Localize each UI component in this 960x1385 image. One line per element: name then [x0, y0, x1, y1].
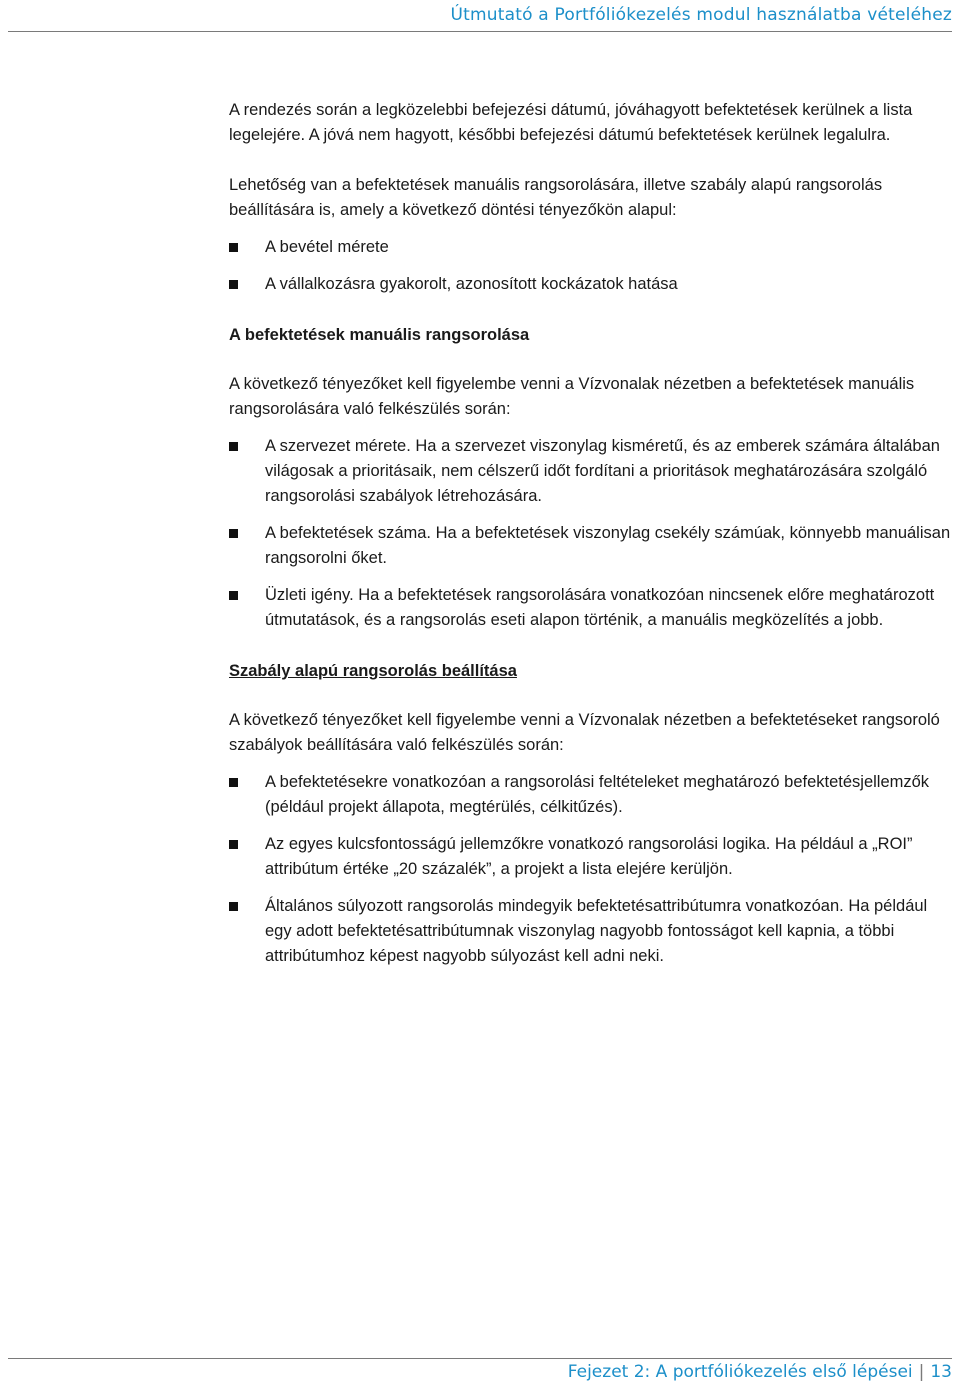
list-item: A vállalkozásra gyakorolt, azonosított kockázatok hatása: [229, 272, 951, 297]
manual-factor-list: [229, 434, 951, 633]
chapter-title: Fejezet 2: A portfóliókezelés első lépései: [567, 1362, 913, 1382]
list-item: A befektetésekre vonatkozóan a rangsorolási feltételeket meghatározó befektetésjellemzők (például projekt állapota, megtérülés, célkitűzés).: [229, 770, 951, 820]
page-footer: [0, 1350, 960, 1385]
list-item: A szervezet mérete. Ha a szervezet viszonylag kisméretű, és az emberek számára általában világosak a prioritásaik, nem célszerű időt fordítani a prioritások meghatározására szolgáló rangsorolási szabályok létrehozására.: [229, 434, 951, 509]
paragraph-manual-intro: A következő tényezőket kell figyelembe venni a Vízvonalak nézetben a befektetések manuális rangsorolására való felkészülés során:: [229, 375, 915, 418]
footer-separator: |: [918, 1362, 925, 1382]
rule-factor-list: [229, 770, 951, 969]
paragraph-options: Lehetőség van a befektetések manuális rangsorolására, illetve szabály alapú rangsorolás beállítására is, amely a következő döntési tényezőkön alapul:: [229, 176, 883, 219]
footer-divider: [8, 1358, 952, 1359]
header-divider: [8, 31, 952, 32]
page-number: 13: [930, 1362, 952, 1382]
list-item: Üzleti igény. Ha a befektetések rangsorolására vonatkozóan nincsenek előre meghatározott útmutatások, és a rangsorolás eseti alapon történik, a manuális megközelítés a jobb.: [229, 583, 951, 633]
factor-list: [229, 235, 951, 297]
list-item: Az egyes kulcsfontosságú jellemzőkre vonatkozó rangsorolási logika. Ha például a „ROI” attribútum értéke „20 százalék”, a projekt a lista elejére kerüljön.: [229, 832, 951, 882]
page-header: [0, 0, 960, 40]
list-item: Általános súlyozott rangsorolás mindegyik befektetésattribútumra vonatkozóan. Ha például egy adott befektetésattribútumnak viszonylag nagyobb fontosságot kell kapnia, a többi attribútumhoz képest nagyobb súlyozást kell adni neki.: [229, 894, 951, 969]
list-item: A bevétel mérete: [229, 235, 951, 260]
paragraph-sorting: A rendezés során a legközelebbi befejezési dátumú, jóváhagyott befektetések kerülnek a lista legelejére. A jóvá nem hagyott, későbbi befejezési dátumú befektetések kerülnek legalulra.: [229, 101, 913, 144]
list-item: A befektetések száma. Ha a befektetések viszonylag csekély számúak, könnyebb manuálisan rangsorolni őket.: [229, 521, 951, 571]
page-content: [229, 98, 951, 969]
section-heading-rule: Szabály alapú rangsorolás beállítása: [229, 662, 517, 680]
section-heading-manual: A befektetések manuális rangsorolása: [229, 326, 530, 344]
header-title: Útmutató a Portfóliókezelés modul használatba vételéhez: [450, 5, 952, 25]
paragraph-rule-intro: A következő tényezőket kell figyelembe venni a Vízvonalak nézetben a befektetéseket rangsoroló szabályok beállítására való felkészülés során:: [229, 711, 940, 754]
footer-text: [568, 1362, 952, 1382]
